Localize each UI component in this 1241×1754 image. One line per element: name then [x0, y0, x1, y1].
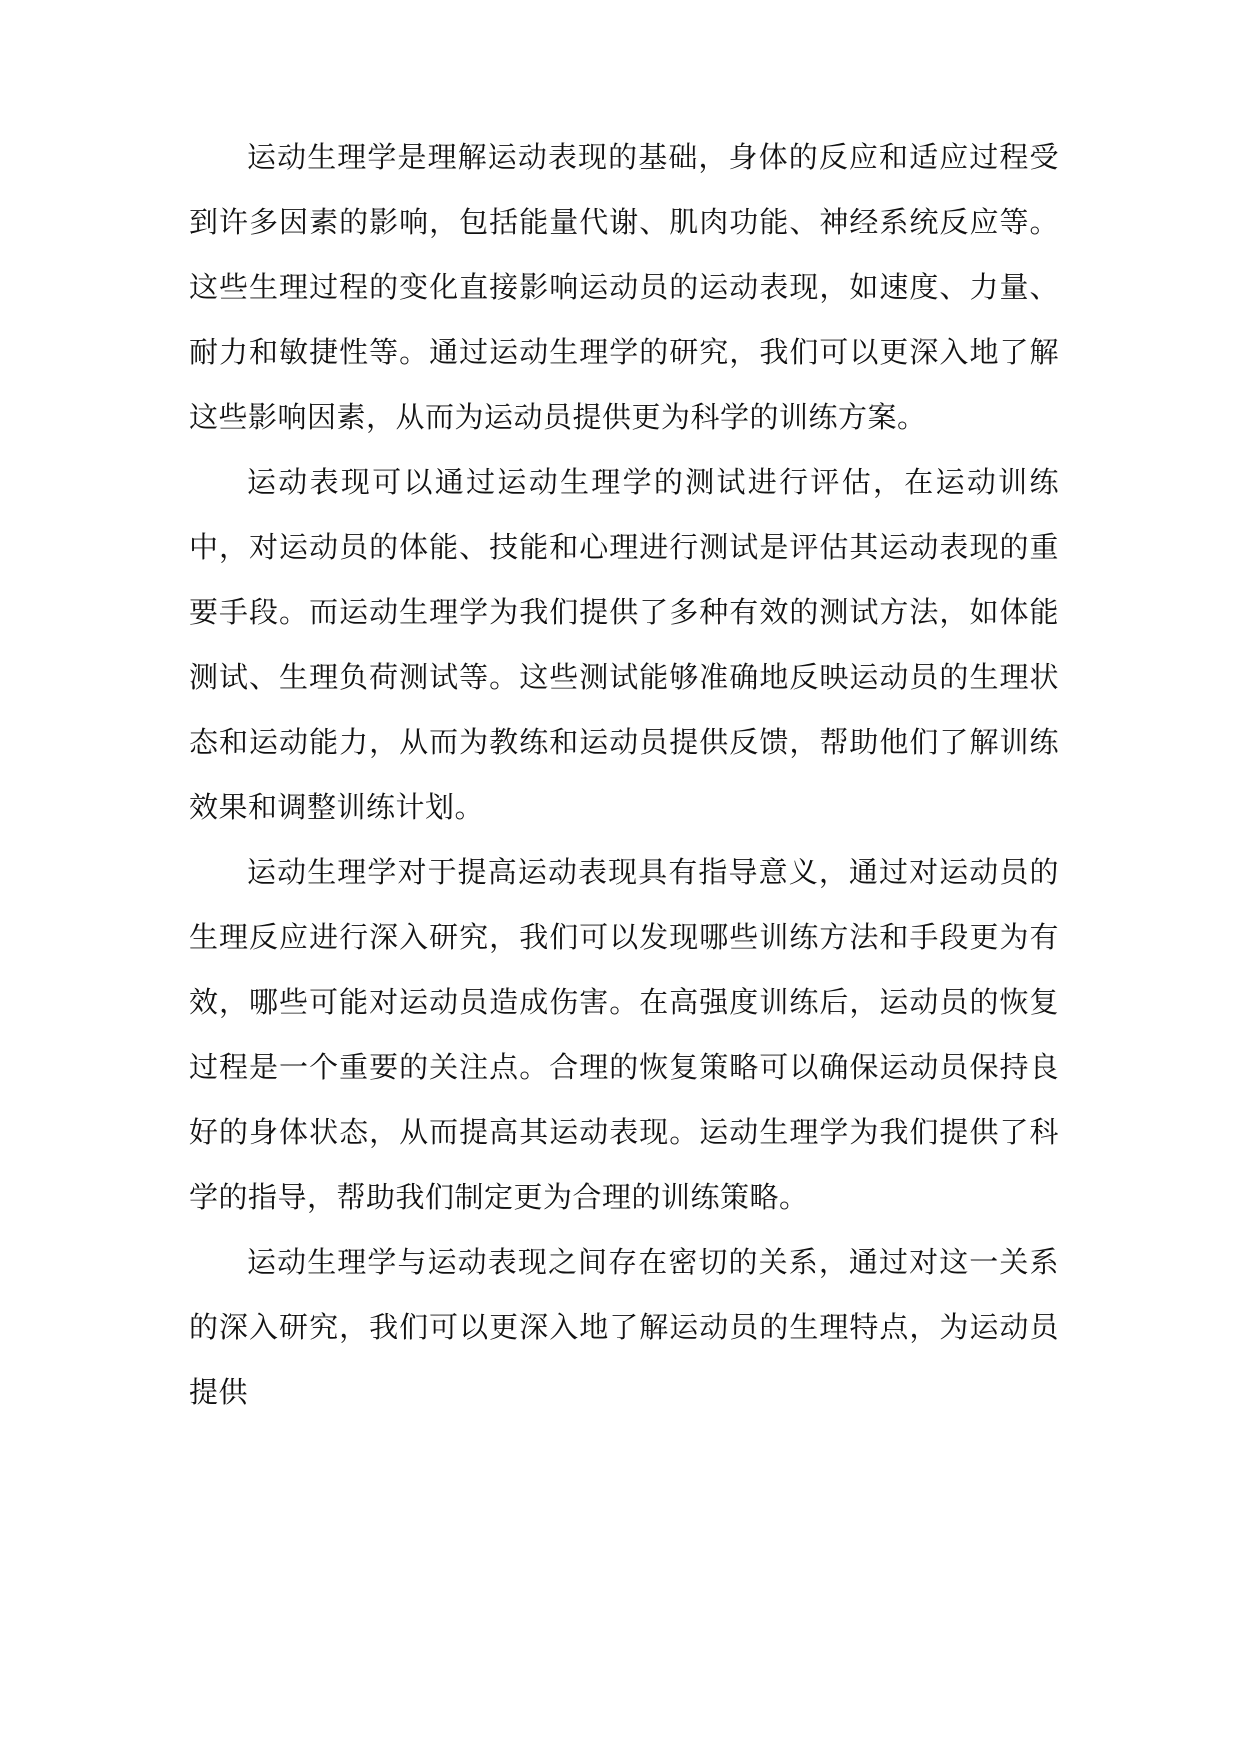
document-body — [189, 125, 1059, 1425]
paragraph-3: 运动生理学对于提高运动表现具有指导意义，通过对运动员的生理反应进行深入研究，我们可以发现哪些训练方法和手段更为有效，哪些可能对运动员造成伤害。在高强度训练后，运动员的恢复过程是一个重要的关注点。合理的恢复策略可以确保运动员保持良好的身体状态，从而提高其运动表现。运动生理学为我们提供了科学的指导，帮助我们制定更为合理的训练策略。 — [189, 855, 1059, 1214]
paragraph-2: 运动表现可以通过运动生理学的测试进行评估，在运动训练中，对运动员的体能、技能和心理进行测试是评估其运动表现的重要手段。而运动生理学为我们提供了多种有效的测试方法，如体能测试、生理负荷测试等。这些测试能够准确地反映运动员的生理状态和运动能力，从而为教练和运动员提供反馈，帮助他们了解训练效果和调整训练计划。 — [189, 465, 1059, 824]
paragraph-4: 运动生理学与运动表现之间存在密切的关系，通过对这一关系的深入研究，我们可以更深入地了解运动员的生理特点，为运动员提供 — [189, 1245, 1059, 1409]
paragraph-1: 运动生理学是理解运动表现的基础，身体的反应和适应过程受到许多因素的影响，包括能量代谢、肌肉功能、神经系统反应等。这些生理过程的变化直接影响运动员的运动表现，如速度、力量、耐力和敏捷性等。通过运动生理学的研究，我们可以更深入地了解这些影响因素，从而为运动员提供更为科学的训练方案。 — [189, 140, 1059, 434]
